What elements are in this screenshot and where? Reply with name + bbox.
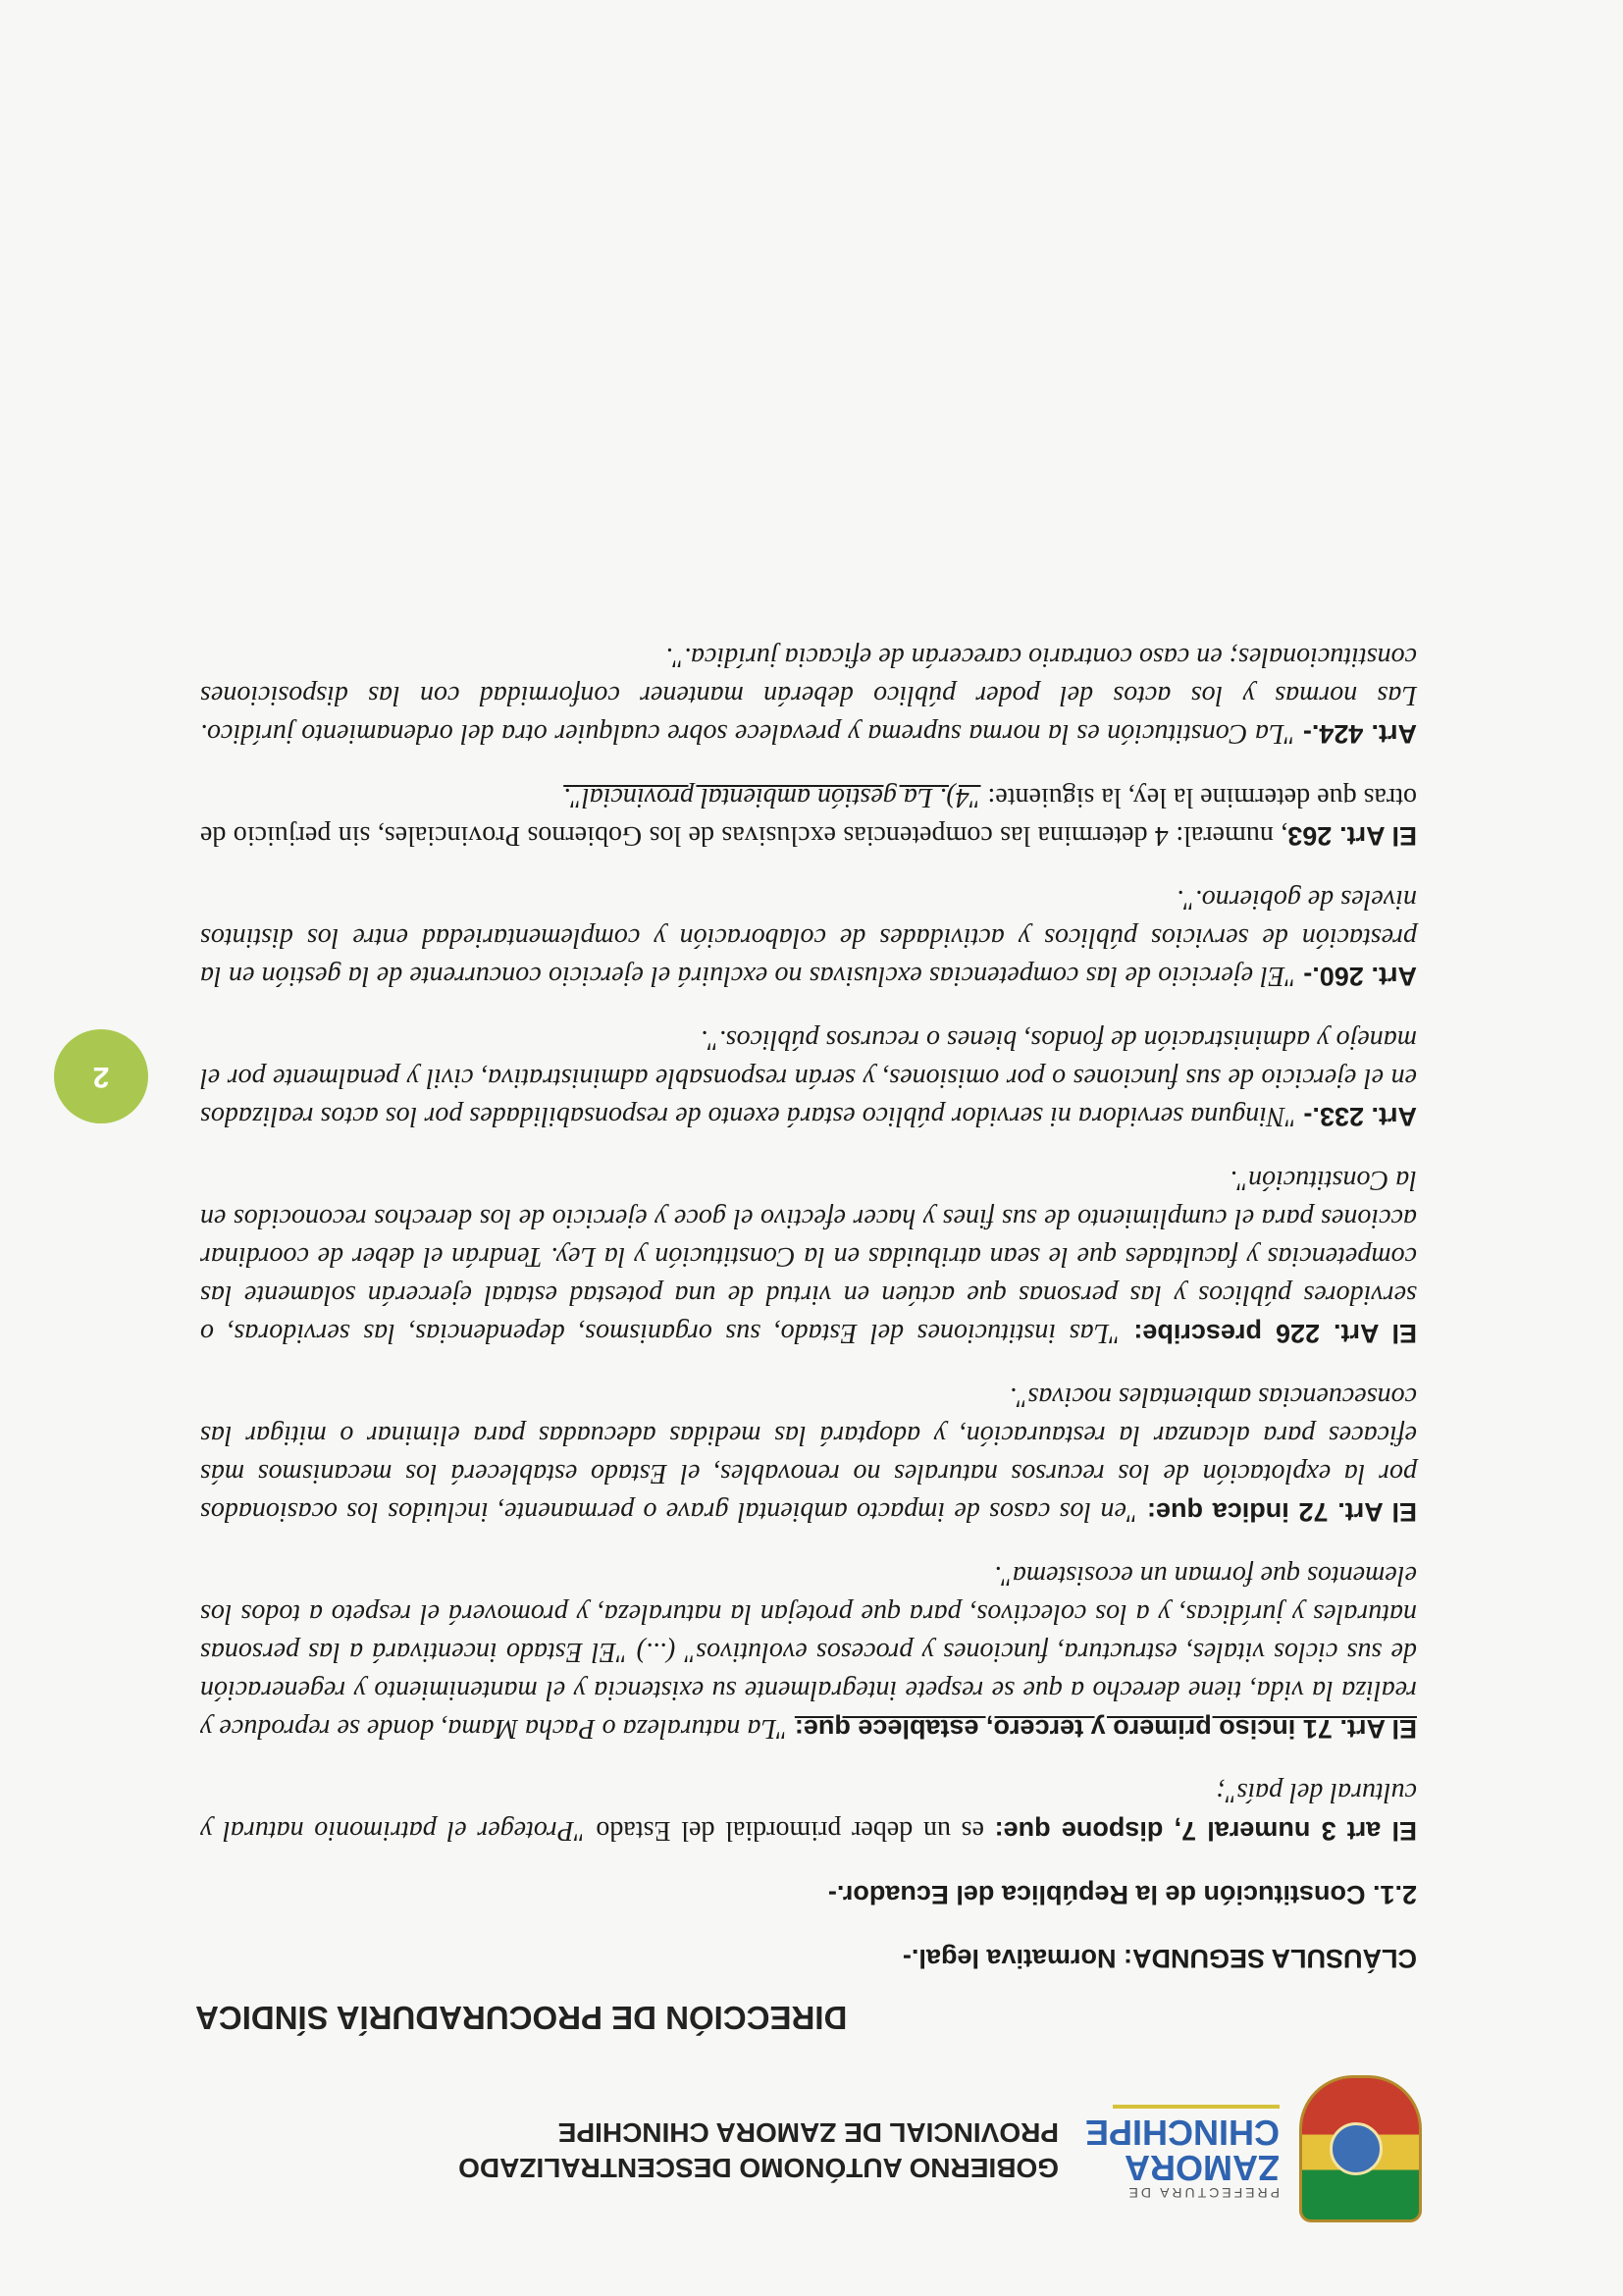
letterhead bbox=[195, 2046, 1422, 2222]
paragraph-art-424: Art. 424.- "La Constitución es la norma suprema y prevalece sobre cualquier otra del ordenamiento jurídico. Las normas y los actos del poder público deberán mantener conformidad con las disposiciones constitucionales; en caso contrario carecerán de eficacia jurídica.". bbox=[200, 642, 1417, 749]
paragraph-art-3: El art 3 numeral 7, dispone que: es un deber primordial del Estado "Proteger el patrimonio natural y cultural del país"; bbox=[200, 1777, 1417, 1846]
paragraph-art-263: El Art. 263, numeral: 4 determina las competencias exclusivas de los Gobiernos Provinciales, sin perjuicio de otras que determine la ley, la siguiente: "4). La gestión ambiental provincial". bbox=[200, 782, 1417, 851]
paragraph-art-72: El Art. 72 indica que: "en los casos de impacto ambiental grave o permanente, incluidos los ocasionados por la explotación de los recursos naturales no renovables, el Estado establecerá los mecanismos más eficaces para alcanzar la restauración, y adoptará las medidas adecuadas para eliminar o mitigar las consecuencias ambientales nocivas". bbox=[200, 1382, 1417, 1527]
coat-of-arms-logo bbox=[1299, 2075, 1422, 2222]
department-title: DIRECCIÓN DE PROCURADURÍA SÍNDICA bbox=[195, 2000, 848, 2036]
crest-emblem-icon bbox=[1330, 2122, 1383, 2175]
prefectura-logo bbox=[1083, 2105, 1280, 2201]
org-line2: PROVINCIAL DE ZAMORA CHINCHIPE bbox=[557, 2117, 1059, 2148]
brand-line1: ZAMORA bbox=[1125, 2148, 1280, 2188]
brand-small: PREFECTURA DE bbox=[1126, 2185, 1280, 2201]
brand-bar bbox=[1113, 2105, 1280, 2109]
org-line1: GOBIERNO AUTÓNOMO DESCENTRALIZADO bbox=[458, 2153, 1059, 2183]
paragraph-art-71: El Art. 71 inciso primero y tercero, establece que: "La naturaleza o Pacha Mama, donde se reproduce y realiza la vida, tiene derecho a que se respete integralmente su existencia y el mantenimiento y regeneración de sus ciclos vitales, estructura, funciones y procesos evolutivos" (...) "El Estado incentivará a las personas naturales y jurídicas, y a los colectivos, para que protejan la naturaleza, y promoverá el respeto a todos los elementos que forman un ecosistema". bbox=[200, 1560, 1417, 1744]
paragraph-art-260: Art. 260.- "El ejercicio de las competencias exclusivas no excluirá el ejercicio concurrente de la gestión en la prestación de servicios públicos y actividades de colaboración y complementariedad entre los distintos niveles de gobierno.". bbox=[200, 884, 1417, 991]
document-body bbox=[200, 612, 1417, 1977]
clause-title: CLÁUSULA SEGUNDA: Normativa legal.- bbox=[902, 1944, 1417, 1973]
paragraph-art-233: Art. 233.- "Ninguna servidora ni servidor público estará exento de responsabilidades por los actos realizados en el ejercicio de sus funciones o por omisiones, y serán responsable administrativa, civil y penalmente por el manejo y administración de fondos, bienes o recursos públicos.". bbox=[199, 1024, 1417, 1131]
page-number-badge: 2 bbox=[54, 1029, 148, 1123]
brand-line2: CHINCHIPE bbox=[1084, 2113, 1280, 2153]
section-title: 2.1. Constitución de la República del Ecuador.- bbox=[827, 1880, 1417, 1909]
paragraph-art-226: El Art. 226 prescribe: "Las instituciones del Estado, sus organismos, dependencias, las servidoras, o servidores públicos y las personas que actúen en virtud de una potestad estatal ejercerán solamente las competencias y facultades que le sean atribuidas en la Constitución y la Ley. Tendrán el deber de coordinar acciones para el cumplimiento de sus fines y hacer efectivo el goce y ejercicio de los derechos reconocidos en la Constitución". bbox=[200, 1165, 1417, 1348]
organization-name bbox=[458, 2114, 1059, 2185]
